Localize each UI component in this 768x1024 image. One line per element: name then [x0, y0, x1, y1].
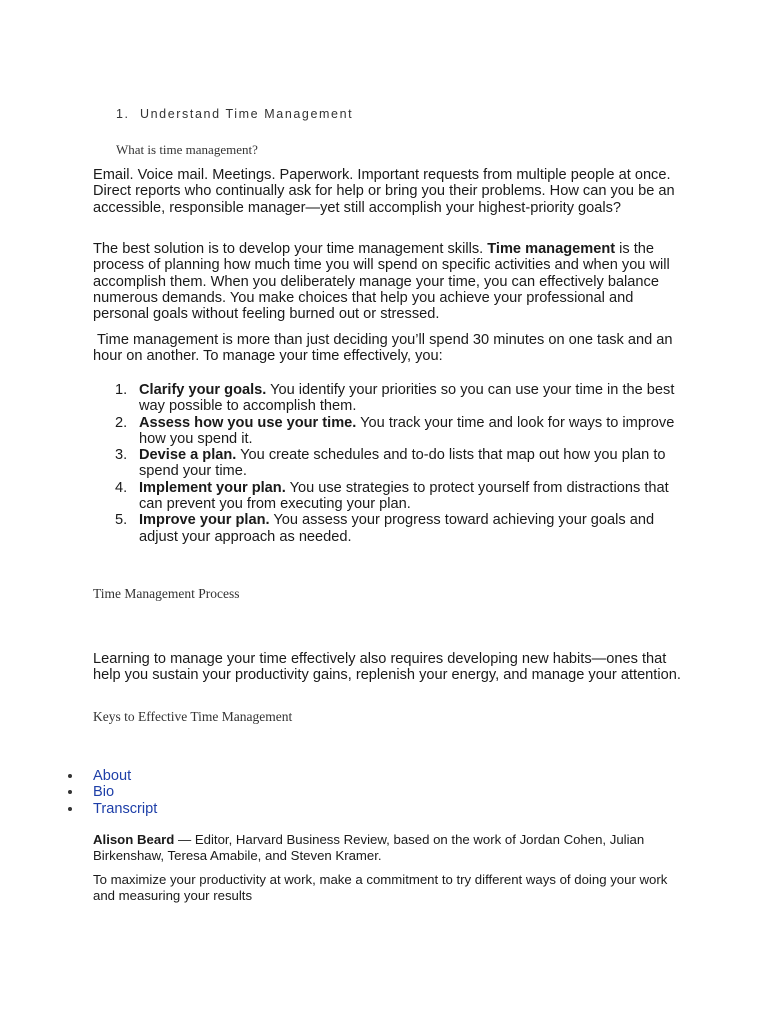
step-number: 2.: [115, 414, 128, 431]
step-title: Assess how you use your time.: [139, 414, 357, 431]
bio-link[interactable]: Bio: [93, 784, 115, 801]
subheading: What is time management?: [116, 142, 258, 157]
list-item: [60, 801, 157, 817]
step-title: Clarify your goals.: [139, 382, 267, 398]
list-item: [93, 480, 683, 513]
list-item: [60, 784, 157, 800]
list-item: [93, 447, 683, 480]
definition-term: Time management: [487, 241, 616, 257]
steps-list: [93, 382, 683, 545]
definition-text-after: is the process of planning how much time you will spend on specific activities and when you will accomplish them. When you deliberately manage your time, you can effectively balance numerous demands. You make choices that help you achieve your professional and personal goals without feeling burned out or stressed.: [93, 241, 670, 323]
keys-caption: Keys to Effective Time Management: [93, 709, 293, 724]
step-text: You assess your progress toward achieving your goals and adjust your approach as needed.: [139, 512, 655, 545]
bullet-icon: [68, 774, 72, 778]
bullet-icon: [68, 790, 72, 794]
step-title: Implement your plan.: [139, 479, 286, 496]
list-item: [93, 382, 683, 415]
step-number: 5.: [115, 512, 128, 529]
habits-paragraph: Learning to manage your time effectively also requires developing new habits—ones that help you sustain your productivity gains, replenish your energy, and manage your attention.: [93, 651, 681, 684]
step-text: You use strategies to protect yourself from distractions that can prevent you from executing your plan.: [139, 479, 669, 513]
step-number: 4.: [115, 479, 128, 496]
section-heading: [116, 107, 353, 121]
process-caption: Time Management Process: [93, 586, 240, 601]
bullet-icon: [68, 807, 72, 811]
author-name: Alison Beard: [93, 832, 175, 847]
step-number: 1.: [115, 382, 128, 398]
step-text: You create schedules and to-do lists that map out how you plan to spend your time.: [139, 447, 666, 480]
steps-intro-paragraph: Time management is more than just deciding you’ll spend 30 minutes on one task and an hour on another. To manage your time effectively, you:: [93, 332, 673, 365]
definition-paragraph: [93, 241, 683, 322]
list-item: [93, 415, 683, 448]
list-item: [60, 768, 157, 784]
transcript-link[interactable]: Transcript: [93, 800, 158, 817]
definition-text-before: The best solution is to develop your time management skills.: [93, 241, 488, 257]
step-text: You identify your priorities so you can use your time in the best way possible to accomplish them.: [139, 382, 675, 415]
section-title: Understand Time Management: [140, 107, 354, 121]
intro-paragraph: Email. Voice mail. Meetings. Paperwork. Important requests from multiple people at once. Direct reports who continually ask for help or bring you their problems. How can you be an accessible, responsible manager—yet still accomplish your highest-priority goals?: [93, 167, 675, 216]
step-number: 3.: [115, 447, 128, 464]
list-item: [93, 512, 683, 545]
step-title: Improve your plan.: [139, 512, 270, 529]
tab-link-list: [60, 768, 157, 817]
author-details: — Editor, Harvard Business Review, based on the work of Jordan Cohen, Julian Birkenshaw, Teresa Amabile, and Steven Kramer.: [93, 832, 645, 863]
about-link[interactable]: About: [93, 768, 132, 784]
step-text: You track your time and look for ways to improve how you spend it.: [139, 414, 675, 447]
section-number: 1.: [116, 107, 130, 121]
summary-text: To maximize your productivity at work, make a commitment to try different ways of doing your work and measuring your results: [93, 872, 668, 903]
step-title: Devise a plan.: [139, 447, 237, 464]
credit-line: [93, 832, 683, 863]
